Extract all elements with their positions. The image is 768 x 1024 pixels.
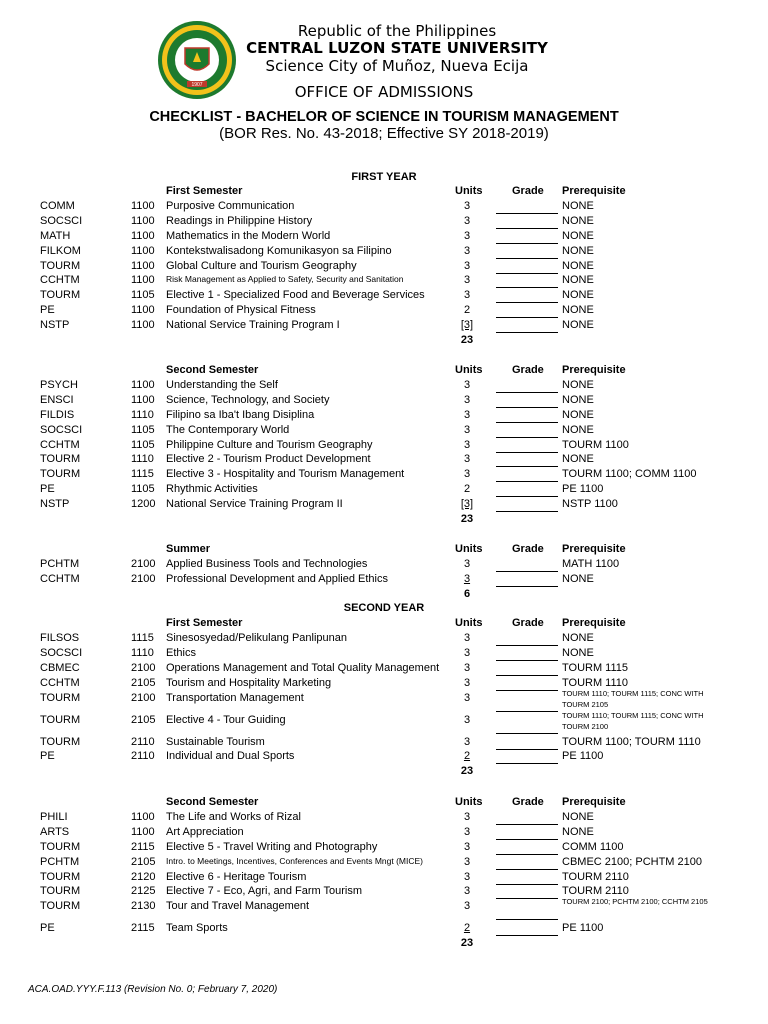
- course-dept: TOURM: [40, 840, 81, 853]
- course-units: 3: [463, 274, 471, 287]
- course-row: [0, 215, 768, 230]
- grade-header: Grade: [512, 185, 544, 197]
- course-title: Tour and Travel Management: [166, 900, 310, 913]
- course-prerequisite: NONE: [562, 378, 594, 391]
- course-title: Understanding the Self: [166, 378, 278, 391]
- course-row: [0, 662, 768, 677]
- course-prerequisite: NONE: [562, 408, 594, 421]
- course-prerequisite: MATH 1100: [562, 557, 620, 570]
- grade-input[interactable]: [496, 573, 558, 587]
- grade-input[interactable]: [496, 720, 558, 734]
- course-units: 3: [463, 423, 471, 436]
- grade-header: Grade: [512, 543, 544, 555]
- course-units: 3: [463, 676, 471, 689]
- course-units: 3: [463, 378, 471, 391]
- grade-input[interactable]: [496, 736, 558, 750]
- course-title: Elective 3 - Hospitality and Tourism Management: [166, 468, 405, 481]
- course-prerequisite: TOURM 1110; TOURM 1115; CONC WITH TOURM 2105: [562, 688, 704, 709]
- grade-input[interactable]: [496, 811, 558, 825]
- course-row: [0, 710, 768, 736]
- course-prerequisite: TOURM 2110: [562, 870, 629, 883]
- course-dept: ENSCI: [40, 393, 74, 406]
- course-prerequisite: CBMEC 2100; PCHTM 2100: [562, 855, 702, 868]
- course-prerequisite: NONE: [562, 810, 594, 823]
- course-prerequisite: NONE: [562, 274, 594, 287]
- units-header: Units: [455, 364, 483, 376]
- grade-input[interactable]: [496, 230, 558, 244]
- course-row: [0, 245, 768, 260]
- course-number: 1105: [131, 423, 155, 436]
- course-row: [0, 409, 768, 424]
- course-dept: TOURM: [40, 259, 81, 272]
- course-title: Rhythmic Activities: [166, 483, 258, 496]
- semester-name: First Semester: [166, 617, 243, 629]
- course-units: 3: [463, 900, 471, 913]
- semester-name: Second Semester: [166, 796, 259, 808]
- course-dept: SOCSCI: [40, 214, 83, 227]
- course-row: [0, 424, 768, 439]
- course-dept: CBMEC: [40, 661, 80, 674]
- course-number: 1100: [131, 810, 155, 823]
- grade-input[interactable]: [496, 632, 558, 646]
- units-header: Units: [455, 617, 483, 629]
- course-number: 1100: [131, 244, 155, 257]
- course-title: Professional Development and Applied Ethics: [166, 572, 388, 585]
- grade-input[interactable]: [496, 424, 558, 438]
- course-units: 3: [463, 810, 471, 823]
- course-number: 1100: [131, 825, 155, 838]
- course-units: 3: [463, 289, 471, 302]
- course-number: 2100: [131, 691, 156, 704]
- course-number: 1100: [131, 229, 155, 242]
- course-units: 3: [463, 244, 471, 257]
- course-title: National Service Training Program II: [166, 498, 343, 511]
- course-number: 2105: [131, 855, 156, 868]
- grade-header: Grade: [512, 617, 544, 629]
- course-title: Intro. to Meetings, Incentives, Conferences and Events Mngt (MICE): [166, 855, 424, 866]
- course-row: [0, 558, 768, 573]
- grade-input[interactable]: [496, 245, 558, 259]
- course-units: 3: [463, 631, 471, 644]
- course-units: 3: [463, 438, 471, 451]
- grade-input[interactable]: [496, 453, 558, 467]
- grade-input[interactable]: [496, 841, 558, 855]
- course-row: [0, 632, 768, 647]
- semester-total-units: 23: [460, 334, 474, 346]
- course-prerequisite: NONE: [562, 199, 594, 212]
- course-number: 2105: [131, 713, 156, 726]
- course-row: [0, 230, 768, 245]
- grade-input[interactable]: [496, 647, 558, 661]
- course-dept: PE: [40, 483, 55, 496]
- course-prerequisite: COMM 1100: [562, 840, 624, 853]
- course-units: 3: [463, 870, 471, 883]
- course-row: [0, 750, 768, 765]
- course-number: 2110: [131, 735, 155, 748]
- course-dept: FILKOM: [40, 244, 81, 257]
- page-subtitle: (BOR Res. No. 43-2018; Effective SY 2018-2019): [219, 125, 549, 142]
- course-units: 2: [463, 922, 471, 935]
- course-prerequisite: NONE: [562, 214, 594, 227]
- course-dept: TOURM: [40, 691, 81, 704]
- course-dept: MATH: [40, 229, 71, 242]
- course-title: Elective 2 - Tourism Product Development: [166, 453, 371, 466]
- course-title: Operations Management and Total Quality Management: [166, 661, 440, 674]
- prerequisite-header: Prerequisite: [562, 617, 626, 629]
- semester-header: [0, 543, 768, 558]
- course-number: 1200: [131, 498, 156, 511]
- grade-input[interactable]: [496, 304, 558, 318]
- course-dept: TOURM: [40, 713, 81, 726]
- grade-input[interactable]: [496, 468, 558, 482]
- course-title: Elective 4 - Tour Guiding: [166, 713, 286, 726]
- course-title: Foundation of Physical Fitness: [166, 304, 316, 317]
- units-header: Units: [455, 185, 483, 197]
- prerequisite-header: Prerequisite: [562, 543, 626, 555]
- course-units: 3: [463, 259, 471, 272]
- course-dept: FILSOS: [40, 631, 80, 644]
- course-dept: CCHTM: [40, 572, 80, 585]
- course-units: 3: [463, 661, 471, 674]
- course-title: Elective 5 - Travel Writing and Photography: [166, 840, 378, 853]
- course-number: 2115: [131, 840, 155, 853]
- course-row: [0, 897, 768, 922]
- course-number: 1100: [131, 304, 155, 317]
- course-title: Readings in Philippine History: [166, 214, 313, 227]
- course-number: 2110: [131, 750, 155, 763]
- course-number: 1100: [131, 199, 155, 212]
- semester-total-units: 6: [463, 587, 471, 600]
- grade-input[interactable]: [496, 483, 558, 497]
- grade-input[interactable]: [496, 885, 558, 899]
- course-row: [0, 319, 768, 334]
- course-dept: PCHTM: [40, 855, 80, 868]
- semester-total-units: 23: [460, 765, 474, 778]
- course-units: 3: [463, 840, 471, 853]
- grade-input[interactable]: [496, 826, 558, 840]
- grade-input[interactable]: [496, 439, 558, 453]
- course-row: [0, 573, 768, 588]
- course-units: 3: [463, 408, 471, 421]
- course-row: [0, 200, 768, 215]
- grade-input[interactable]: [496, 906, 558, 920]
- course-dept: CCHTM: [40, 274, 80, 287]
- course-row: [0, 304, 768, 319]
- course-number: 2100: [131, 661, 156, 674]
- course-prerequisite: NONE: [562, 229, 594, 242]
- course-units: 3: [463, 557, 471, 570]
- course-number: 1110: [131, 453, 154, 466]
- course-units: 3: [463, 825, 471, 838]
- course-title: Art Appreciation: [166, 825, 244, 838]
- course-dept: TOURM: [40, 885, 81, 898]
- grade-input[interactable]: [496, 274, 558, 288]
- course-number: 2115: [131, 922, 155, 935]
- course-row: [0, 826, 768, 841]
- course-units: 3: [463, 214, 471, 227]
- semester-name: First Semester: [166, 185, 243, 197]
- course-dept: TOURM: [40, 468, 81, 481]
- republic-line: Republic of the Philippines: [297, 22, 497, 40]
- course-row: [0, 856, 768, 871]
- grade-input[interactable]: [496, 260, 558, 274]
- grade-input[interactable]: [496, 856, 558, 870]
- course-title: Filipino sa Iba't Ibang Disiplina: [166, 408, 315, 421]
- course-row: [0, 736, 768, 751]
- course-row: [0, 922, 768, 937]
- semester-name: Second Semester: [166, 364, 259, 376]
- course-units: 3: [463, 646, 471, 659]
- course-row: [0, 841, 768, 856]
- course-prerequisite: TOURM 1115: [562, 661, 629, 674]
- course-number: 2130: [131, 900, 156, 913]
- grade-input[interactable]: [496, 200, 558, 214]
- course-dept: NSTP: [40, 498, 70, 511]
- course-row: [0, 871, 768, 886]
- course-number: 2100: [131, 572, 156, 585]
- units-header: Units: [455, 543, 483, 555]
- course-title: Risk Management as Applied to Safety, Security and Sanitation: [166, 274, 404, 285]
- course-title: Mathematics in the Modern World: [166, 229, 331, 242]
- course-prerequisite: NONE: [562, 423, 594, 436]
- grade-input[interactable]: [496, 319, 558, 333]
- course-dept: COMM: [40, 199, 75, 212]
- semester-total-units: 23: [460, 937, 474, 950]
- course-prerequisite: TOURM 1100; COMM 1100: [562, 468, 697, 481]
- course-prerequisite: NONE: [562, 646, 594, 659]
- course-title: Global Culture and Tourism Geography: [166, 259, 357, 272]
- course-number: 2125: [131, 885, 156, 898]
- course-units: 3: [463, 468, 471, 481]
- course-number: 1115: [131, 468, 154, 481]
- course-prerequisite: TOURM 1100: [562, 438, 629, 451]
- course-row: [0, 498, 768, 513]
- course-dept: SOCSCI: [40, 646, 83, 659]
- page-title: CHECKLIST - BACHELOR OF SCIENCE IN TOURISM MANAGEMENT: [149, 109, 619, 125]
- course-dept: TOURM: [40, 735, 81, 748]
- course-number: 1105: [131, 289, 155, 302]
- course-title: The Contemporary World: [166, 423, 290, 436]
- seal-year: 1907: [191, 82, 203, 88]
- prerequisite-header: Prerequisite: [562, 796, 626, 808]
- form-code: ACA.OAD.YYY.F.113 (Revision No. 0; February 7, 2020): [28, 984, 278, 995]
- course-row: [0, 274, 768, 289]
- grade-input[interactable]: [496, 379, 558, 393]
- grade-input[interactable]: [496, 215, 558, 229]
- course-number: 1100: [131, 378, 155, 391]
- course-prerequisite: TOURM 1110; TOURM 1115; CONC WITH TOURM 2100: [562, 710, 704, 731]
- semester-header: [0, 364, 768, 379]
- university-name: CENTRAL LUZON STATE UNIVERSITY: [246, 39, 548, 57]
- units-header: Units: [455, 796, 483, 808]
- course-dept: PE: [40, 304, 55, 317]
- grade-input[interactable]: [496, 409, 558, 423]
- course-row: [0, 647, 768, 662]
- course-dept: FILDIS: [40, 408, 75, 421]
- grade-input[interactable]: [496, 698, 558, 712]
- course-prerequisite: TOURM 1100; TOURM 1110: [562, 735, 701, 748]
- course-title: National Service Training Program I: [166, 319, 340, 332]
- course-units: 3: [463, 885, 471, 898]
- course-units: 3: [463, 572, 471, 585]
- course-number: 2100: [131, 557, 156, 570]
- course-prerequisite: NONE: [562, 572, 594, 585]
- course-row: [0, 289, 768, 304]
- course-units: 3: [463, 453, 471, 466]
- course-title: Tourism and Hospitality Marketing: [166, 676, 332, 689]
- course-prerequisite: NONE: [562, 825, 594, 838]
- course-title: Sinesosyedad/Pelikulang Panlipunan: [166, 631, 348, 644]
- course-units: 3: [463, 229, 471, 242]
- office-name: OFFICE OF ADMISSIONS: [294, 83, 474, 101]
- course-units: 3: [463, 713, 471, 726]
- course-row: [0, 453, 768, 468]
- course-title: Kontekstwalisadong Komunikasyon sa Filipino: [166, 244, 392, 257]
- course-title: Transportation Management: [166, 691, 304, 704]
- course-row: [0, 468, 768, 483]
- year-title: SECOND YEAR: [343, 602, 425, 614]
- course-number: 1100: [131, 393, 155, 406]
- course-title: Elective 7 - Eco, Agri, and Farm Tourism: [166, 885, 363, 898]
- course-row: [0, 394, 768, 409]
- course-title: Philippine Culture and Tourism Geography: [166, 438, 373, 451]
- grade-header: Grade: [512, 364, 544, 376]
- grade-input[interactable]: [496, 871, 558, 885]
- course-dept: NSTP: [40, 319, 70, 332]
- course-dept: PE: [40, 750, 55, 763]
- semester-name: Summer: [166, 543, 211, 555]
- course-title: Elective 1 - Specialized Food and Beverage Services: [166, 289, 425, 302]
- course-title: Elective 6 - Heritage Tourism: [166, 870, 307, 883]
- course-prerequisite: NONE: [562, 453, 594, 466]
- prerequisite-header: Prerequisite: [562, 185, 626, 197]
- course-dept: TOURM: [40, 289, 81, 302]
- course-number: 1105: [131, 483, 155, 496]
- course-prerequisite: NONE: [562, 393, 594, 406]
- course-number: 2120: [131, 870, 156, 883]
- course-prerequisite: PE 1100: [562, 750, 604, 763]
- course-title: Ethics: [166, 646, 196, 659]
- grade-input[interactable]: [496, 677, 558, 691]
- course-units: 2: [463, 750, 471, 763]
- semester-header: [0, 796, 768, 811]
- course-units: 3: [463, 735, 471, 748]
- course-title: Individual and Dual Sports: [166, 750, 295, 763]
- course-prerequisite: NONE: [562, 244, 594, 257]
- year-title: FIRST YEAR: [351, 171, 417, 183]
- course-units: 2: [463, 483, 471, 496]
- course-row: [0, 439, 768, 454]
- course-row: [0, 483, 768, 498]
- grade-input[interactable]: [496, 750, 558, 764]
- course-prerequisite: PE 1100: [562, 483, 604, 496]
- course-dept: PSYCH: [40, 378, 78, 391]
- semester-header: [0, 185, 768, 200]
- course-dept: PE: [40, 922, 55, 935]
- course-prerequisite: NONE: [562, 319, 594, 332]
- grade-input[interactable]: [496, 289, 558, 303]
- grade-header: Grade: [512, 796, 544, 808]
- course-number: 1110: [131, 408, 154, 421]
- course-number: 1100: [131, 319, 155, 332]
- course-prerequisite: TOURM 2100; PCHTM 2100; CCHTM 2105: [562, 897, 708, 907]
- course-units: [3]: [460, 498, 474, 511]
- course-number: 1110: [131, 646, 154, 659]
- course-units: 3: [463, 691, 471, 704]
- course-units: [3]: [460, 319, 474, 332]
- course-dept: CCHTM: [40, 438, 80, 451]
- semester-header: [0, 617, 768, 632]
- course-number: 2105: [131, 676, 156, 689]
- course-prerequisite: TOURM 1110: [562, 676, 629, 689]
- course-number: 1100: [131, 214, 155, 227]
- course-prerequisite: NONE: [562, 631, 594, 644]
- course-number: 1105: [131, 438, 155, 451]
- grade-input[interactable]: [496, 558, 558, 572]
- grade-input[interactable]: [496, 394, 558, 408]
- course-dept: TOURM: [40, 453, 81, 466]
- course-title: Applied Business Tools and Technologies: [166, 557, 368, 570]
- course-row: [0, 260, 768, 275]
- course-dept: TOURM: [40, 900, 81, 913]
- semester-total-units: 23: [460, 513, 474, 525]
- course-prerequisite: NONE: [562, 289, 594, 302]
- course-units: 3: [463, 393, 471, 406]
- course-dept: PHILI: [40, 810, 68, 823]
- course-title: Sustainable Tourism: [166, 735, 265, 748]
- course-title: Science, Technology, and Society: [166, 393, 330, 406]
- course-units: 3: [463, 855, 471, 868]
- course-dept: ARTS: [40, 825, 70, 838]
- course-title: The Life and Works of Rizal: [166, 810, 301, 823]
- course-number: 1100: [131, 259, 155, 272]
- course-prerequisite: NSTP 1100: [562, 498, 618, 511]
- course-prerequisite: TOURM 2110: [562, 885, 629, 898]
- course-prerequisite: NONE: [562, 304, 594, 317]
- course-prerequisite: PE 1100: [562, 922, 604, 935]
- course-dept: TOURM: [40, 870, 81, 883]
- course-row: [0, 811, 768, 826]
- grade-input[interactable]: [496, 662, 558, 676]
- grade-input[interactable]: [496, 922, 558, 936]
- course-dept: CCHTM: [40, 676, 80, 689]
- university-city: Science City of Muñoz, Nueva Ecija: [265, 57, 529, 75]
- course-number: 1100: [131, 274, 155, 287]
- course-dept: SOCSCI: [40, 423, 83, 436]
- course-number: 1115: [131, 631, 154, 644]
- prerequisite-header: Prerequisite: [562, 364, 626, 376]
- course-units: 2: [463, 304, 471, 317]
- course-units: 3: [463, 199, 471, 212]
- grade-input[interactable]: [496, 498, 558, 512]
- course-prerequisite: NONE: [562, 259, 594, 272]
- course-dept: PCHTM: [40, 557, 80, 570]
- course-row: [0, 379, 768, 394]
- course-title: Team Sports: [166, 922, 228, 935]
- course-title: Purposive Communication: [166, 199, 295, 212]
